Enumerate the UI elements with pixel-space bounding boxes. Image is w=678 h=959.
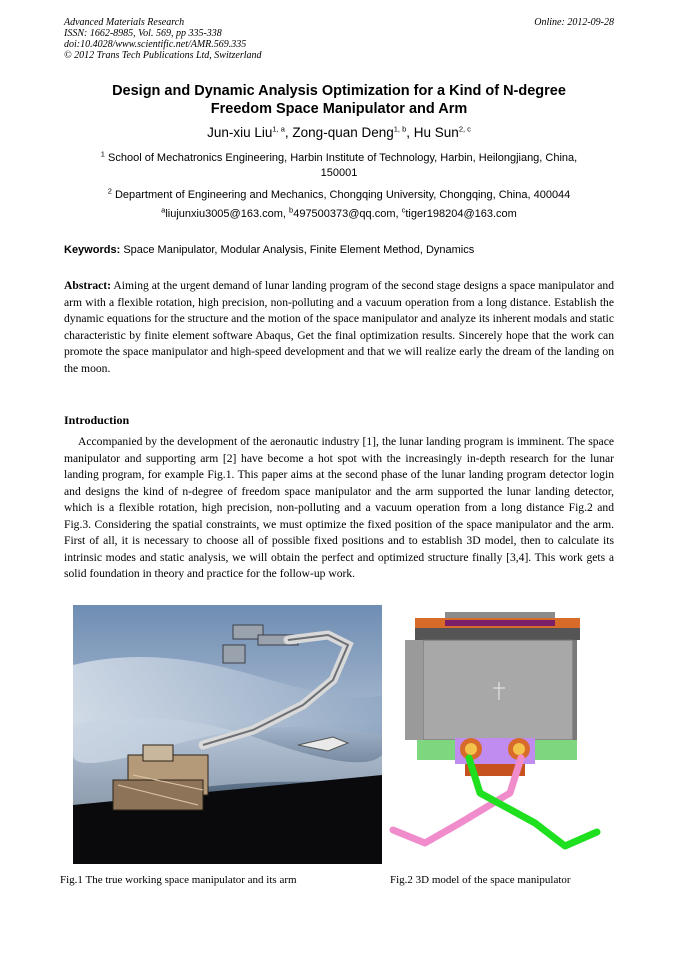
paper-title: [60, 82, 618, 118]
online-date: Online: 2012-09-28: [534, 17, 614, 28]
author-sup: 1, b: [393, 124, 407, 134]
issn-line: ISSN: 1662-8985, Vol. 569, pp 335-338: [64, 28, 222, 39]
keywords-label: Keywords:: [64, 244, 121, 256]
abstract-text: Aiming at the urgent demand of lunar landing program of the second stage designs a space manipulator and arm with a flexible rotation, high precision, non-polluting and a vacuum operation from a long distance. Establish the dynamic equations for the structure and the motion of the space manipulator and analyze its inherent modals and static characteristic by finite element software Abaqus, Get the final optimization results. Sincerely hope that the work can promote the space manipulator and high-speed development and that we will realize early the dream of the landing on the moon.: [64, 279, 614, 375]
affiliation-text: School of Mechatronics Engineering, Harbin Institute of Technology, Harbin, Heilongjiang, China,: [108, 152, 578, 164]
affiliation-2: [60, 188, 618, 203]
section-heading-introduction: Introduction: [64, 413, 130, 427]
title-line-1: Design and Dynamic Analysis Optimization for a Kind of N-degree: [112, 83, 566, 99]
author-name: Jun-xiu Liu: [207, 125, 273, 140]
journal-name: Advanced Materials Research: [64, 17, 185, 28]
author-name: Zong-quan Deng: [292, 125, 394, 140]
figure-2-model: [385, 608, 607, 863]
affiliation-text-cont: 150001: [320, 167, 358, 179]
keywords: [64, 244, 474, 256]
affiliation-1: [60, 151, 618, 181]
keywords-text: Space Manipulator, Modular Analysis, Finite Element Method, Dynamics: [123, 244, 475, 256]
email-list: [60, 207, 618, 222]
doi-line: doi:10.4028/www.scientific.net/AMR.569.335: [64, 39, 247, 50]
title-line-2: Freedom Space Manipulator and Arm: [210, 101, 468, 117]
email-sup: c: [401, 205, 406, 215]
figure-2-caption: Fig.2 3D model of the space manipulator: [390, 874, 571, 886]
author-name: Hu Sun: [413, 125, 459, 140]
email-sup: b: [289, 205, 294, 215]
running-header: [64, 17, 262, 61]
affiliation-num: 1: [100, 149, 105, 159]
abstract-label: Abstract:: [64, 279, 112, 292]
abstract: [64, 278, 614, 377]
affiliation-text: Department of Engineering and Mechanics, Chongqing University, Chongqing, China, 400044: [114, 189, 571, 201]
email-link[interactable]: liujunxiu3005@163.com,: [165, 208, 286, 220]
email-link[interactable]: 497500373@qq.com,: [293, 208, 399, 220]
introduction-paragraph: Accompanied by the development of the aeronautic industry [1], the lunar landing program is imminent. The space manipulator and supporting arm [2] have become a hot spot with the increasingly in-depth research for the lunar landing program, for example Fig.1. This paper aims at the second phase of the lunar landing program detector login and designs the kind of n-degree of freedom space manipulator and the arm supported the lunar landing detector, which is a flexible rotation, high precision, non-polluting and a vacuum operation from a long distance Fig.2 and Fig.3. Considering the spatial constraints, we must optimize the fixed position of the space manipulator and the arm. First of all, it is necessary to choose all of possible fixed positions and to establish 3D model, then to calculate its intrinsic modes and static analysis, we will obtain the perfect and optimized structure finally [3,4]. This work gets a solid foundation in theory and practice for the follow-up work.: [64, 435, 614, 580]
author-sup: 1, a: [272, 124, 285, 134]
email-sup: a: [161, 205, 166, 215]
author-list: Jun-xiu Liu$^{1, a}$, Zong-quan Deng$^{1, b}$, Hu Sun$^{2, c}$: [207, 124, 471, 140]
author-sup: 2, c: [458, 124, 471, 134]
figure-1-photo: [73, 605, 382, 864]
affiliation-num: 2: [107, 186, 112, 196]
email-link[interactable]: tiger198204@163.com: [405, 208, 517, 220]
figure-1-caption: Fig.1 The true working space manipulator and its arm: [60, 874, 297, 886]
copyright-line: © 2012 Trans Tech Publications Ltd, Switzerland: [64, 50, 262, 61]
